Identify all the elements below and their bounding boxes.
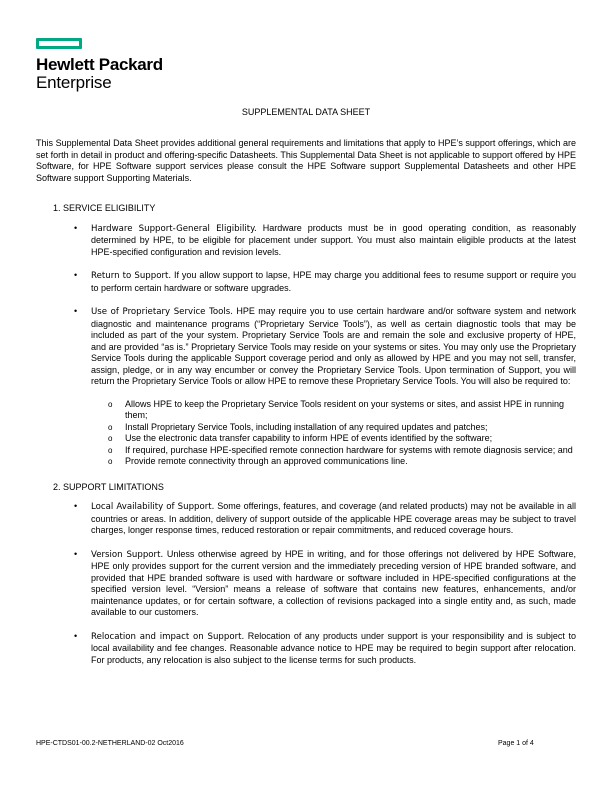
sub-list-item: o Use the electronic data transfer capability to inform HPE of events identified by the software;	[91, 433, 576, 445]
document-title: SUPPLEMENTAL DATA SHEET	[241, 107, 371, 117]
item-text: Relocation of any products under support is your responsibility and is subject to local availability and fee changes. Reasonable advance notice to HPE may be required to begin support after relocation. For products, any relocation is also subject to the license terms for such products.	[91, 630, 576, 665]
list-item	[36, 223, 576, 259]
required-actions-list	[91, 399, 576, 468]
brand-name-line1: Hewlett Packard	[36, 55, 163, 74]
intro-paragraph: This Supplemental Data Sheet provides additional general requirements and limitations that apply to HPE’s support offerings, which are set forth in detail in product and offering-specific Datasheets. This Supplemental Data Sheet is not applicable to support offered by HPE Software, for HPE Software support services please consult the HPE Software support Supplemental Datasheets and other HPE Software support Supporting Materials.	[36, 138, 576, 183]
item-text: Hardware products must be in good operating condition, as reasonably determined by HPE, to be eligible for placement under support. You must also maintain eligible products at the latest HPE-specified configuration and revision levels.	[91, 222, 577, 257]
support-limitations-list	[36, 501, 576, 666]
item-lead: Local Availability of Support.	[91, 502, 215, 512]
item-text: Unless otherwise agreed by HPE in writing, and for those offerings not delivered by HPE Software, HPE only provides support for the current version and the immediately preceding version of HPE branded software, and provided that HPE branded software is used with hardware or software included in HPE-specified configurations at the specified version level. “Version” means a release of software that contains new features, enhancements, and/or maintenance updates, or for certain software, a collection of revisions packaged into a single entity and, as such, made available to our customers.	[91, 548, 576, 617]
section-heading-support-limitations: 2. SUPPORT LIMITATIONS	[53, 481, 164, 492]
service-eligibility-list	[36, 223, 576, 468]
item-text: HPE may require you to use certain hardware and/or software system and network diagnostic and maintenance programs (“Proprietary Service Tools”), as well as certain diagnostic tools that may be included as part of the your system. Proprietary Service Tools are and remain the sole and exclusive property of HPE, and are provided “as is.” Proprietary Service Tools may reside on your systems or sites. You may only use the Proprietary Service Tools during the applicable Support coverage period and only as allowed by HPE and you may not sell, transfer, assign, pledge, or in any way encumber or convey the Proprietary Service Tools. Upon termination of Support, you will return the Proprietary Service Tools or allow HPE to remove these Proprietary Service Tools. You will also be required to:	[91, 306, 577, 386]
item-text: If you allow support to lapse, HPE may charge you additional fees to resume support or require you to perform certain hardware or software upgrades.	[91, 270, 576, 293]
list-item	[36, 549, 576, 619]
list-item	[36, 501, 576, 537]
sub-list-item: o If required, purchase HPE-specified remote connection hardware for systems with remote diagnosis service; and	[91, 445, 576, 457]
section-heading-service-eligibility: 1. SERVICE ELIGIBILITY	[53, 203, 156, 213]
list-item	[36, 306, 576, 468]
item-lead: Use of Proprietary Service Tools.	[91, 307, 233, 317]
item-lead: Relocation and impact on Support.	[91, 631, 245, 642]
item-text: Some offerings, features, and coverage (and related products) may not be available in all countries or areas. In addition, delivery of support outside of the applicable HPE coverage areas may be subject to travel charges, longer response times, reduced restoration or repair commitments, and reduced coverage hours.	[91, 501, 577, 535]
footer-document-id: HPE-CTDS01-00.2-NETHERLAND-02 Oct2016	[36, 740, 184, 747]
sub-list-item: o Allows HPE to keep the Proprietary Service Tools resident on your systems or sites, and assist HPE in running them;	[91, 399, 576, 422]
brand-name-line2: Enterprise	[36, 73, 112, 92]
sub-list-item: o Install Proprietary Service Tools, including installation of any required updates and patches;	[91, 422, 576, 434]
sub-list-item: o Provide remote connectivity through an approved communications line.	[91, 456, 576, 468]
list-item	[36, 270, 576, 294]
item-lead: Hardware Support-General Eligibility.	[91, 223, 257, 234]
document-body	[36, 138, 576, 678]
hpe-logo-bar-icon	[36, 38, 82, 49]
footer-page-number: Page 1 of 4	[498, 740, 534, 747]
list-item	[36, 631, 576, 667]
item-lead: Version Support.	[91, 549, 164, 560]
item-lead: Return to Support.	[91, 271, 172, 281]
